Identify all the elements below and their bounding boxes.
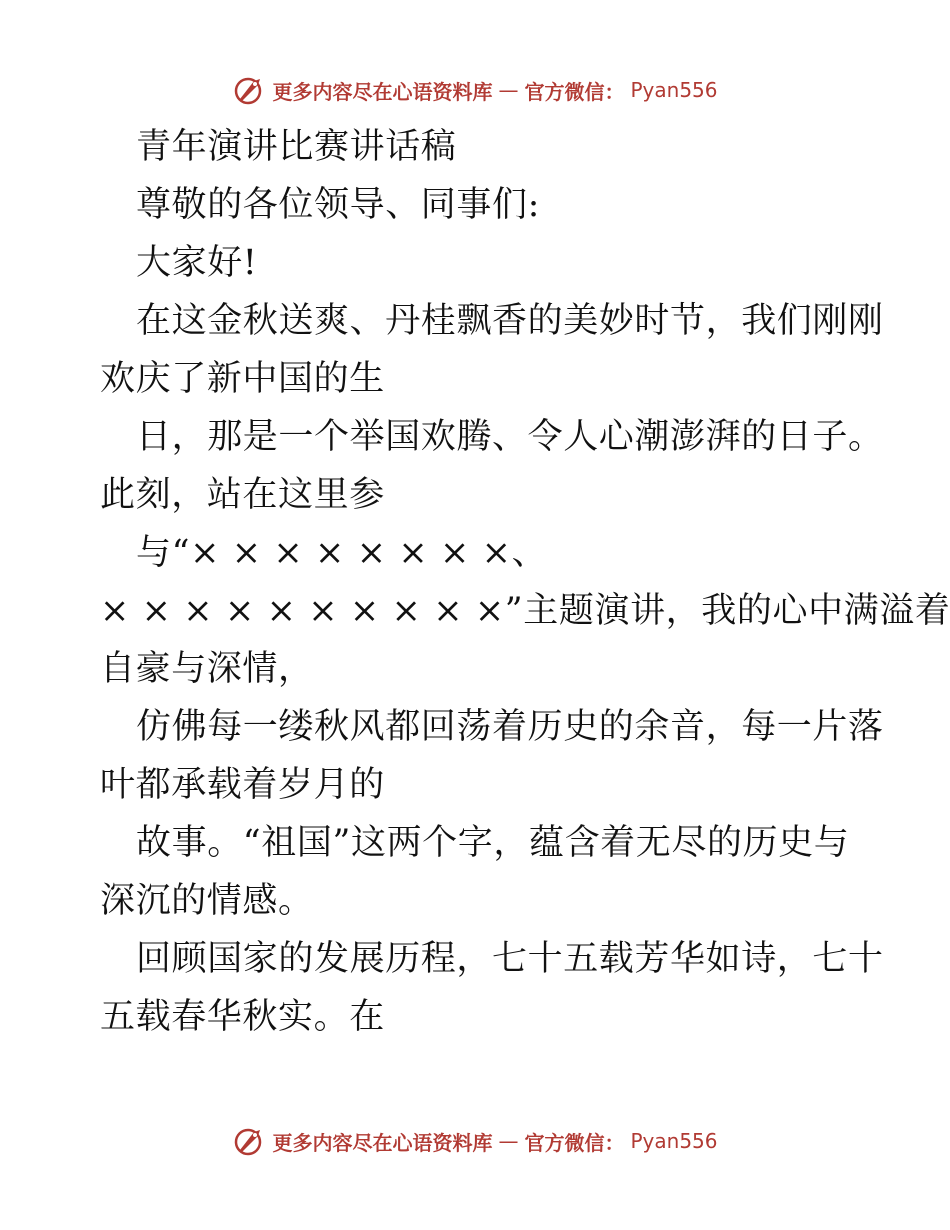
watermark-text: 更多内容尽在心语资料库	[272, 1130, 493, 1155]
salutation: 尊敬的各位领导、同事们:	[136, 185, 540, 225]
text-line: 与“× × × × × × × ×、	[136, 533, 548, 573]
text-line: 自豪与深情，	[100, 649, 314, 689]
document-body	[100, 118, 950, 1046]
document-title: 青年演讲比赛讲话稿	[136, 127, 457, 167]
watermark-separator: —	[498, 1129, 519, 1153]
watermark-wechat-id: Pyan556	[630, 78, 718, 102]
text-line: 日，那是一个举国欢腾、令人心潮澎湃的日子。	[136, 417, 884, 457]
text-line: 故事。“祖国”这两个字，蕴含着无尽的历史与	[136, 823, 850, 863]
pen-nib-circle-icon	[232, 1124, 266, 1158]
watermark-text: 更多内容尽在心语资料库	[272, 79, 493, 104]
text-line: × × × × × × × × × ×”主题演讲，我的心中满溢着	[100, 591, 950, 631]
text-line: 叶都承载着岁月的	[100, 765, 385, 805]
text-line: 五载春华秋实。在	[100, 997, 385, 1037]
text-line: 此刻，站在这里参	[100, 475, 385, 515]
watermark-separator: —	[498, 78, 519, 102]
text-line: 欢庆了新中国的生	[100, 359, 385, 399]
text-line: 仿佛每一缕秋风都回荡着历史的余音，每一片落	[136, 707, 884, 747]
footer-watermark	[0, 1121, 950, 1161]
watermark-wechat-id: Pyan556	[630, 1129, 718, 1153]
text-line: 回顾国家的发展历程，七十五载芳华如诗，七十	[136, 939, 884, 979]
greeting: 大家好!	[136, 243, 258, 283]
text-line: 在这金秋送爽、丹桂飘香的美妙时节，我们刚刚	[136, 301, 884, 341]
text-line: 深沉的情感。	[100, 881, 314, 921]
watermark-label: 官方微信：	[524, 79, 625, 104]
watermark-label: 官方微信：	[524, 1130, 625, 1155]
header-watermark	[0, 70, 950, 110]
pen-nib-circle-icon	[232, 73, 266, 107]
